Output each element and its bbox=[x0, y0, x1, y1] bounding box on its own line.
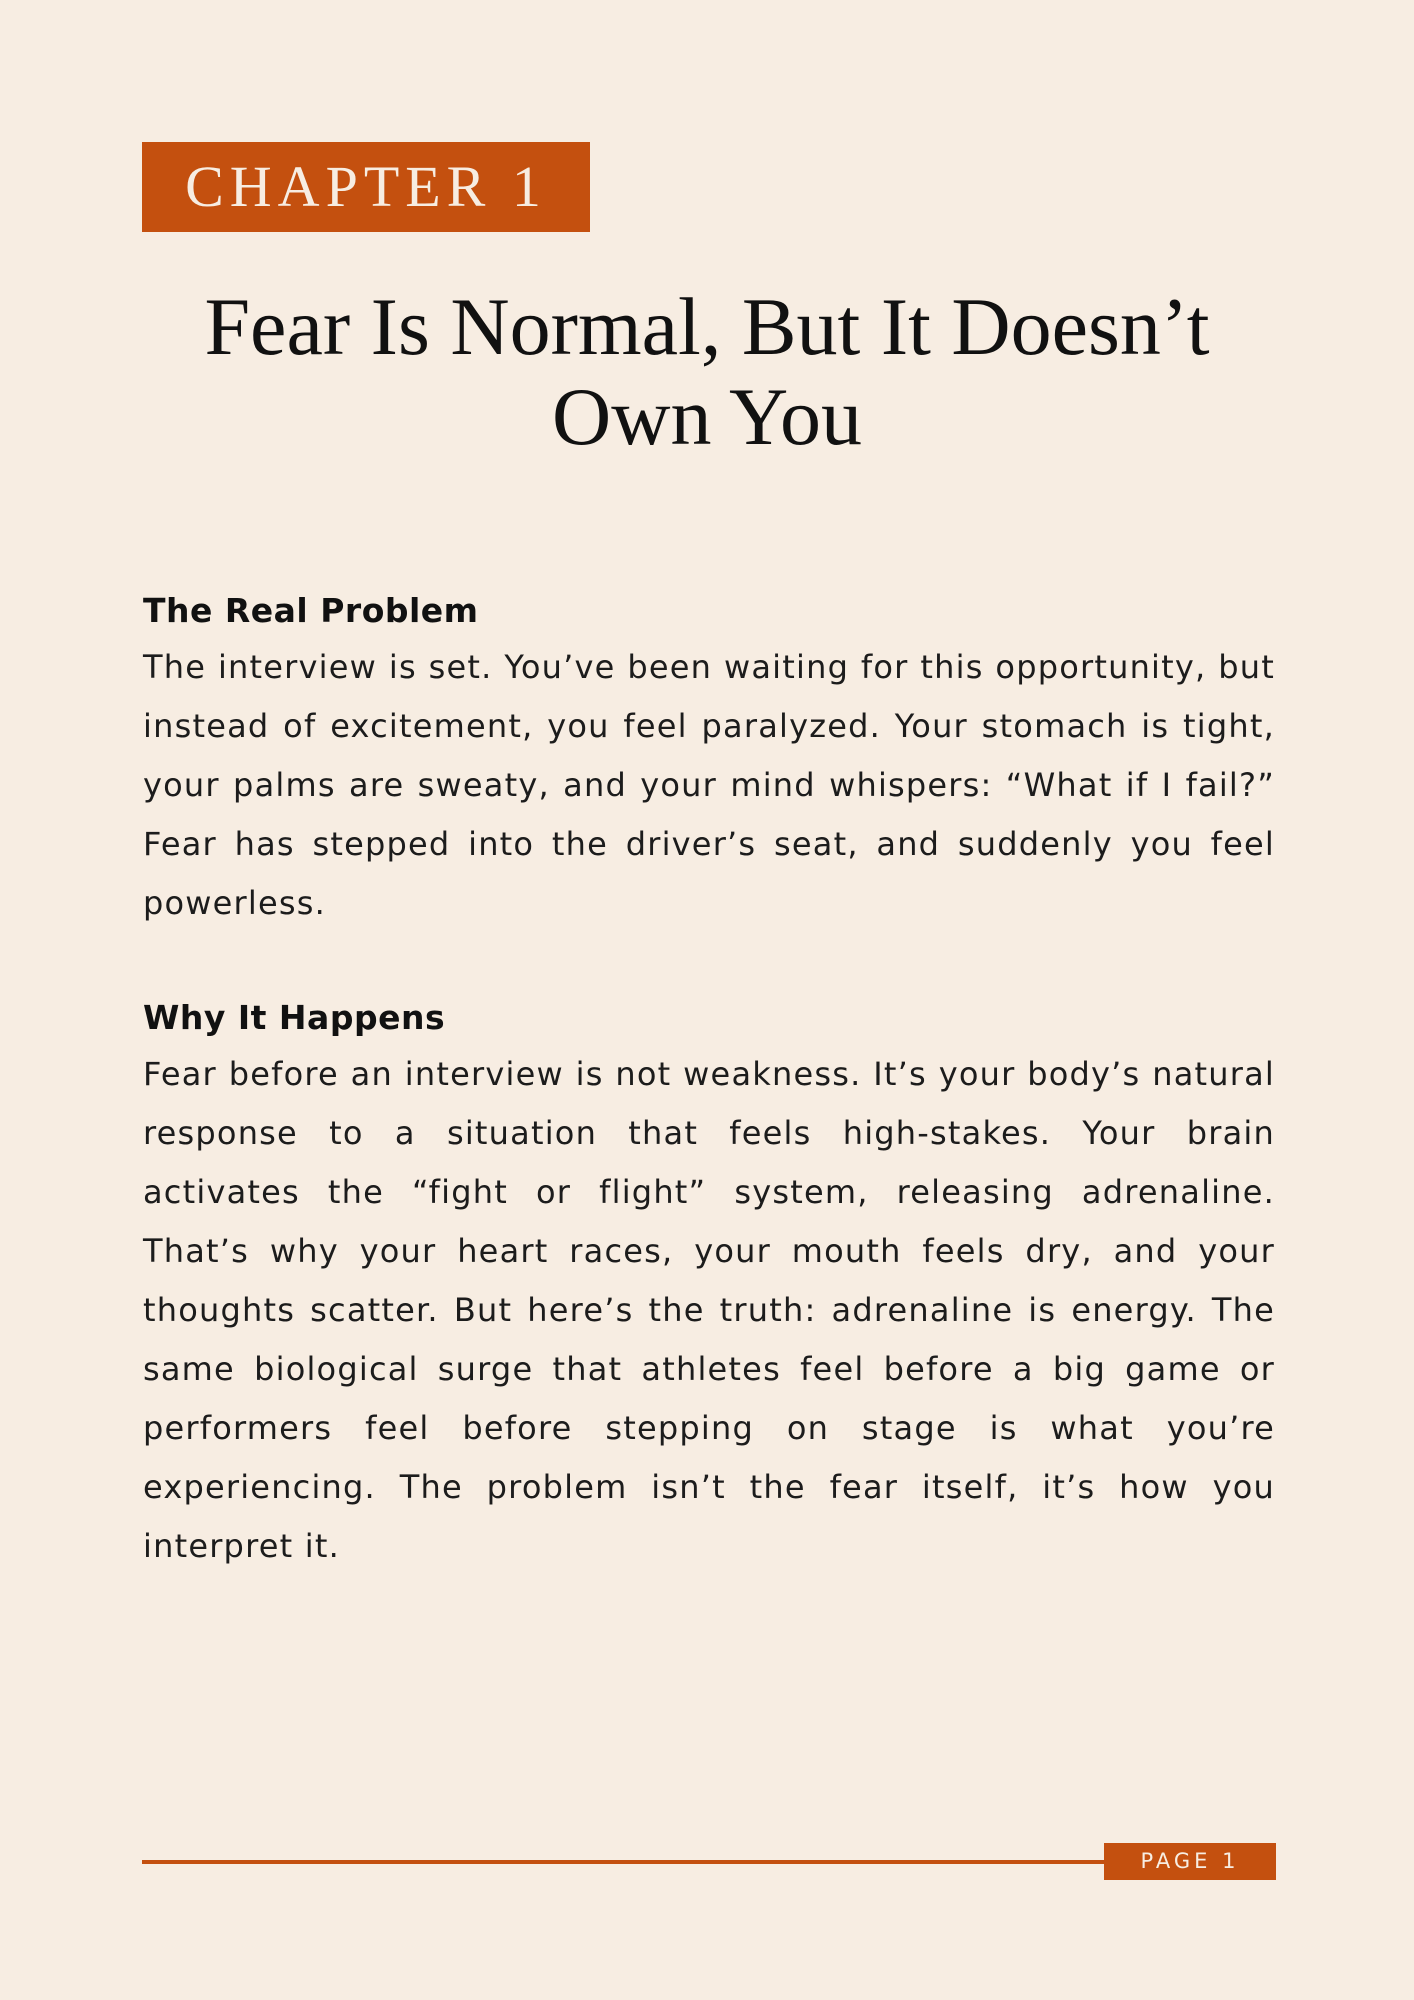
chapter-content bbox=[143, 584, 1275, 1576]
section-heading: Why It Happens bbox=[143, 998, 446, 1037]
section-paragraph: The interview is set. You’ve been waiting for this opportunity, but instead of excitement, you feel paralyzed. Your stomach is tight, your palms are sweaty, and your mind whispers: “What if I fail?” Fear has stepped into the driver’s seat, and suddenly you feel powerless. bbox=[143, 648, 1275, 922]
chapter-badge: CHAPTER 1 bbox=[142, 142, 590, 232]
section-paragraph: Fear before an interview is not weakness. It’s your body’s natural response to a situation that feels high-stakes. Your brain activates the “fight or flight” system, releasing adrenaline. That’s why your heart races, your mouth feels dry, and your thoughts scatter. But here’s the truth: adrenaline is energy. The same biological surge that athletes feel before a big game or performers feel before stepping on stage is what you’re experiencing. The problem isn’t the fear itself, it’s how you interpret it. bbox=[143, 1055, 1275, 1565]
chapter-title: Fear Is Normal, But It Doesn’t Own You bbox=[204, 281, 1210, 462]
section-why-it-happens bbox=[143, 991, 1275, 1576]
footer-divider bbox=[142, 1860, 1107, 1864]
section-real-problem bbox=[143, 584, 1275, 933]
page-number-badge: PAGE 1 bbox=[1104, 1843, 1276, 1880]
section-heading: The Real Problem bbox=[143, 591, 479, 630]
